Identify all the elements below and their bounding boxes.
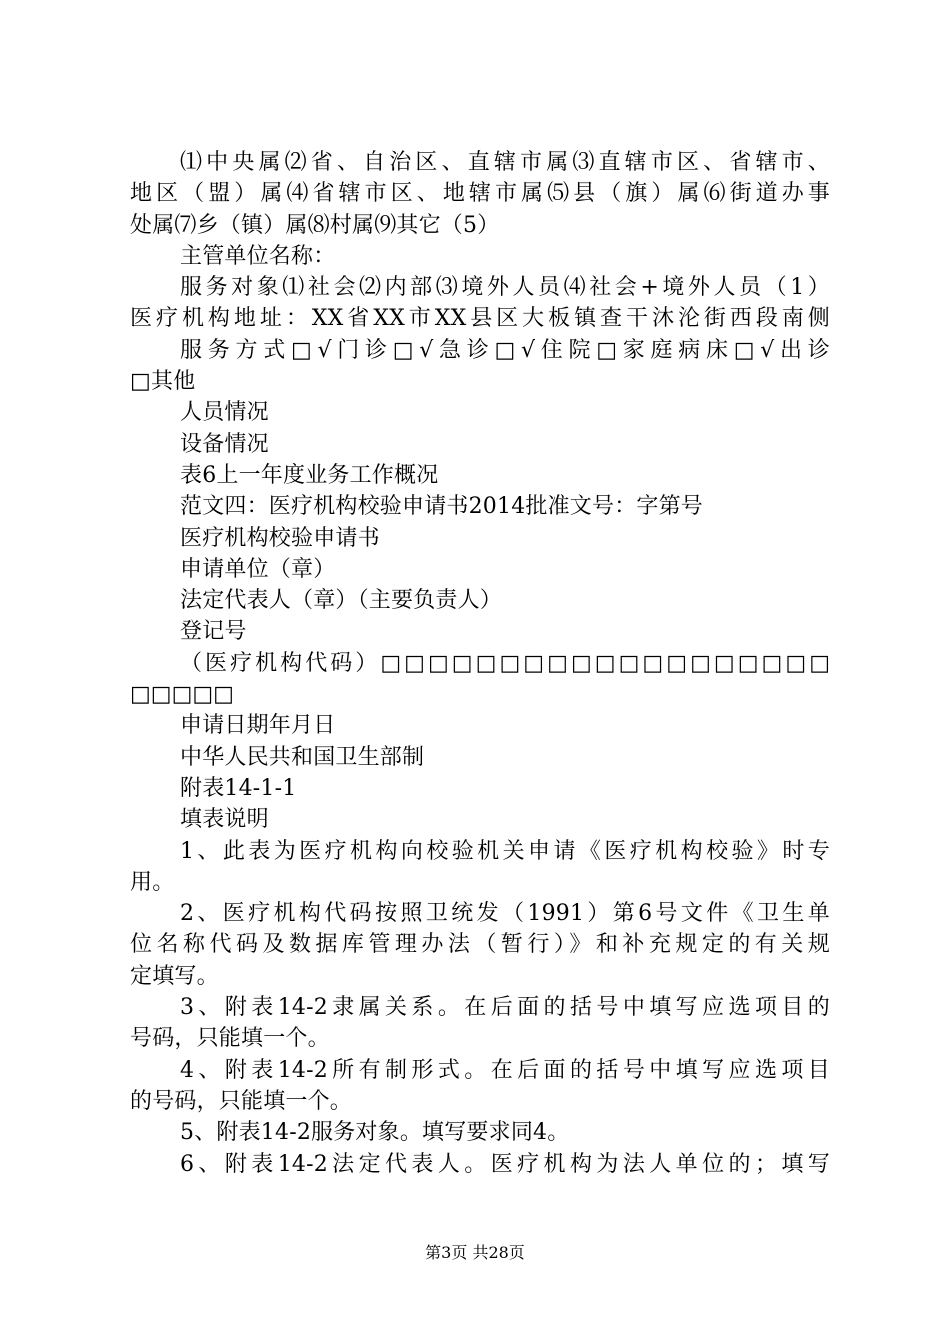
text-line: （医疗机构代码）□□□□□□□□□□□□□□□□□□□ [180,650,830,676]
text-line: 范文四：医疗机构校验申请书2014批准文号：字第号 [180,494,703,520]
text-line: 1、此表为医疗机构向校验机关申请《医疗机构校验》时专 [180,838,830,864]
text-line: 号码，只能填一个。 [130,1026,330,1052]
text-line: 5、附表14-2服务对象。填写要求同4。 [180,1120,570,1146]
text-line: □□□□□ [130,682,234,708]
text-line: 登记号 [180,619,247,645]
text-line: 表6上一年度业务工作概况 [180,462,439,488]
page-number-footer: 第3页 共28页 [425,1243,525,1262]
text-line: 2、医疗机构代码按照卫统发（1991）第6号文件《卫生单 [180,901,830,927]
text-line: 人员情况 [180,400,269,426]
text-line: 6、附表14-2法定代表人。医疗机构为法人单位的；填写 [180,1151,830,1177]
text-line: 法定代表人（章）（主要负责人） [180,588,503,614]
text-line: 用。 [130,869,175,895]
text-line: ⑴中央属⑵省、自治区、直辖市属⑶直辖市区、省辖市、 [180,150,830,175]
text-line: 服务对象⑴社会⑵内部⑶境外人员⑷社会+境外人员（1） [180,275,830,301]
text-line: 附表14-1-1 [180,775,297,801]
text-line: 服务方式□√门诊□√急诊□√住院□家庭病床□√出诊 [180,337,830,363]
text-line: 地区（盟）属⑷省辖市区、地辖市属⑸县（旗）属⑹街道办事 [130,181,830,207]
document-body [130,147,830,1180]
text-line: 主管单位名称： [180,243,336,269]
text-line: 中华人民共和国卫生部制 [180,744,425,770]
text-line: 申请单位（章） [180,556,336,582]
text-line: 设备情况 [180,431,269,457]
text-line: 医疗机构校验申请书 [180,525,380,551]
text-line: 医疗机构地址：XX省XX市XX县区大板镇查干沐沦街西段南侧 [130,306,830,332]
text-line: 3、附表14-2隶属关系。在后面的括号中填写应选项目的 [180,995,830,1021]
text-line: 4、附表14-2所有制形式。在后面的括号中填写应选项目 [180,1057,830,1083]
text-line: 位名称代码及数据库管理办法（暂行）》和补充规定的有关规 [130,932,830,958]
text-line: 的号码，只能填一个。 [130,1088,353,1114]
text-line: 申请日期年月日 [180,713,336,739]
text-line: 填表说明 [180,807,269,833]
text-line: 处属⑺乡（镇）属⑻村属⑼其它（5） [130,212,500,238]
text-line: □其他 [130,369,196,395]
text-line: 定填写。 [130,963,219,989]
